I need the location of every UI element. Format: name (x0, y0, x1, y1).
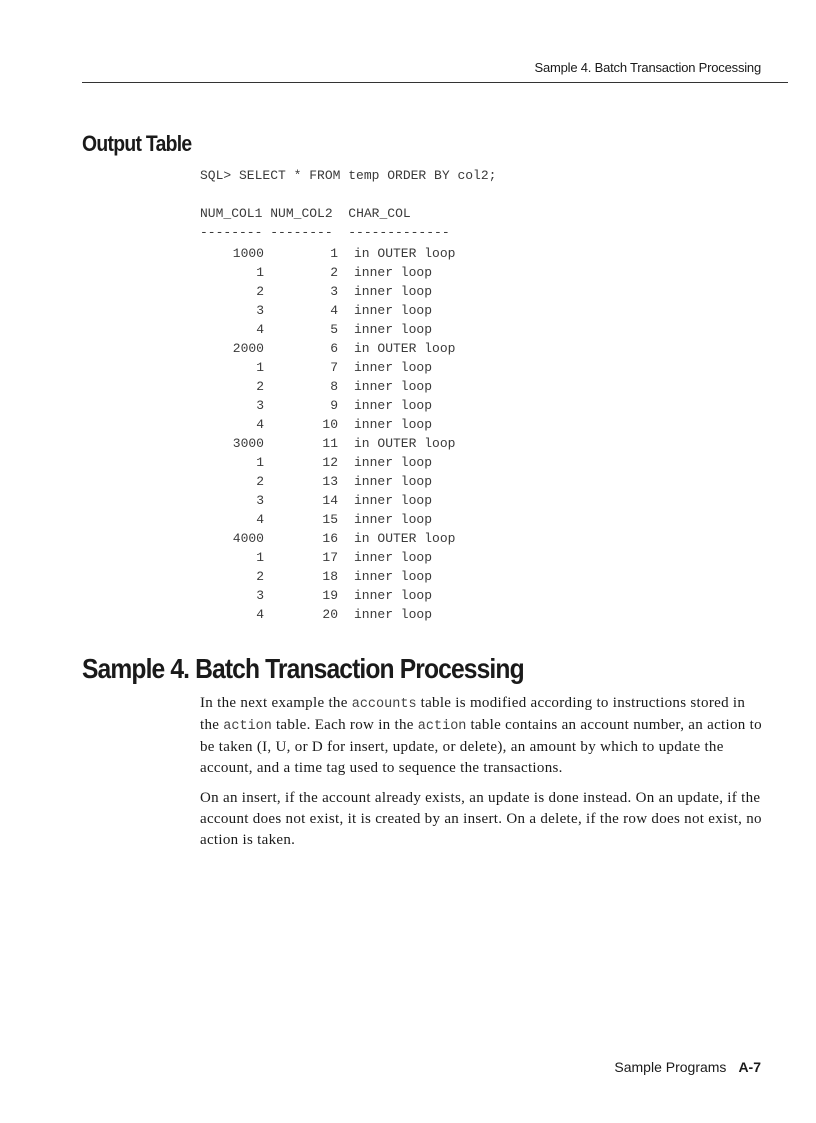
cell-char-col: inner loop (354, 588, 433, 603)
table-row (200, 358, 500, 377)
sample-4-heading: Sample 4. Batch Transaction Processing (82, 653, 524, 684)
table-header-rule: -------- -------- ------------- (200, 225, 450, 240)
cell-num-col1: 2 (256, 379, 264, 394)
table-column-headers (200, 206, 411, 221)
table-row (200, 548, 500, 567)
footer-label: Sample Programs (614, 1059, 727, 1075)
paragraph-1 (200, 693, 768, 779)
cell-num-col2: 6 (330, 341, 338, 356)
table-row (200, 339, 500, 358)
cell-char-col: inner loop (354, 322, 433, 337)
cell-char-col: inner loop (354, 398, 433, 413)
cell-num-col1: 2 (256, 474, 264, 489)
cell-num-col2: 10 (322, 417, 338, 432)
cell-char-col: inner loop (354, 493, 433, 508)
table-row (200, 586, 500, 605)
cell-num-col1: 3 (256, 588, 264, 603)
cell-char-col: inner loop (354, 455, 433, 470)
cell-num-col2: 9 (330, 398, 338, 413)
cell-num-col2: 19 (322, 588, 338, 603)
cell-num-col2: 8 (330, 379, 338, 394)
output-table-rows (200, 244, 500, 624)
table-row (200, 396, 500, 415)
page-footer (614, 1059, 761, 1075)
cell-num-col1: 3 (256, 398, 264, 413)
table-row (200, 491, 500, 510)
table-row (200, 453, 500, 472)
running-header: Sample 4. Batch Transaction Processing (534, 60, 761, 75)
col-header-num-col1: NUM_COL1 (200, 206, 263, 221)
p1-text-2: table is modified according to instructions stored in the (200, 695, 746, 733)
cell-char-col: inner loop (354, 607, 433, 622)
cell-char-col: inner loop (354, 474, 433, 489)
table-row (200, 529, 500, 548)
cell-char-col: in OUTER loop (354, 531, 456, 546)
table-row (200, 434, 500, 453)
cell-char-col: in OUTER loop (354, 436, 456, 451)
table-row (200, 320, 500, 339)
cell-num-col1: 1 (256, 360, 264, 375)
cell-num-col1: 2 (256, 284, 264, 299)
cell-num-col1: 1 (256, 550, 264, 565)
header-rule (82, 82, 788, 83)
table-row (200, 472, 500, 491)
cell-num-col1: 4 (256, 512, 264, 527)
cell-char-col: inner loop (354, 303, 433, 318)
code-action: action (223, 719, 272, 734)
cell-num-col1: 1000 (232, 246, 264, 261)
code-action-2: action (417, 719, 467, 734)
table-row (200, 244, 500, 263)
table-row (200, 605, 500, 624)
cell-char-col: inner loop (354, 512, 433, 527)
paragraph-2: On an insert, if the account already exists, an update is done instead. On an update, if the account does not exist, it is created by an insert. On a delete, if the row does not exist, no action is taken. (200, 790, 762, 848)
cell-num-col2: 15 (322, 512, 338, 527)
p1-text-3: table. Each row in the (271, 717, 418, 733)
cell-num-col2: 4 (330, 303, 338, 318)
cell-char-col: in OUTER loop (354, 246, 456, 261)
cell-char-col: inner loop (354, 360, 433, 375)
p1-text-4: table contains an account number, an action to be taken (I, U, or D for insert, update, or delete), an amount by which to update the account, and a time tag used to sequence the transactions. (200, 717, 762, 776)
cell-char-col: inner loop (354, 284, 433, 299)
cell-char-col: inner loop (354, 265, 433, 280)
cell-char-col: inner loop (354, 379, 433, 394)
cell-num-col1: 4000 (232, 531, 264, 546)
sql-query: SQL> SELECT * FROM temp ORDER BY col2; (200, 168, 497, 183)
table-row (200, 415, 500, 434)
col-header-char-col: CHAR_COL (348, 206, 411, 221)
cell-num-col2: 7 (330, 360, 338, 375)
output-table-heading: Output Table (82, 131, 192, 156)
cell-num-col2: 13 (322, 474, 338, 489)
p1-text-1: In the next example the (200, 695, 352, 711)
table-row (200, 282, 500, 301)
cell-num-col2: 5 (330, 322, 338, 337)
table-row (200, 567, 500, 586)
table-row (200, 263, 500, 282)
cell-num-col1: 4 (256, 322, 264, 337)
table-row (200, 510, 500, 529)
cell-num-col1: 2 (256, 569, 264, 584)
cell-num-col2: 12 (322, 455, 338, 470)
cell-num-col2: 1 (330, 246, 338, 261)
cell-num-col1: 2000 (232, 341, 264, 356)
cell-char-col: in OUTER loop (354, 341, 456, 356)
page-number: A-7 (738, 1059, 761, 1075)
table-row (200, 301, 500, 320)
cell-char-col: inner loop (354, 550, 433, 565)
cell-char-col: inner loop (354, 569, 433, 584)
cell-num-col2: 16 (322, 531, 338, 546)
cell-num-col2: 17 (322, 550, 338, 565)
cell-num-col2: 20 (322, 607, 338, 622)
cell-num-col1: 3000 (232, 436, 264, 451)
cell-num-col1: 1 (256, 455, 264, 470)
cell-num-col1: 4 (256, 417, 264, 432)
cell-num-col1: 1 (256, 265, 264, 280)
cell-num-col1: 4 (256, 607, 264, 622)
col-header-num-col2: NUM_COL2 (270, 206, 333, 221)
code-accounts: accounts (351, 697, 417, 712)
cell-num-col1: 3 (256, 493, 264, 508)
table-row (200, 377, 500, 396)
cell-num-col2: 2 (330, 265, 338, 280)
cell-num-col2: 3 (330, 284, 338, 299)
cell-num-col2: 14 (322, 493, 338, 508)
cell-num-col1: 3 (256, 303, 264, 318)
cell-num-col2: 18 (322, 569, 338, 584)
cell-char-col: inner loop (354, 417, 433, 432)
cell-num-col2: 11 (322, 436, 338, 451)
